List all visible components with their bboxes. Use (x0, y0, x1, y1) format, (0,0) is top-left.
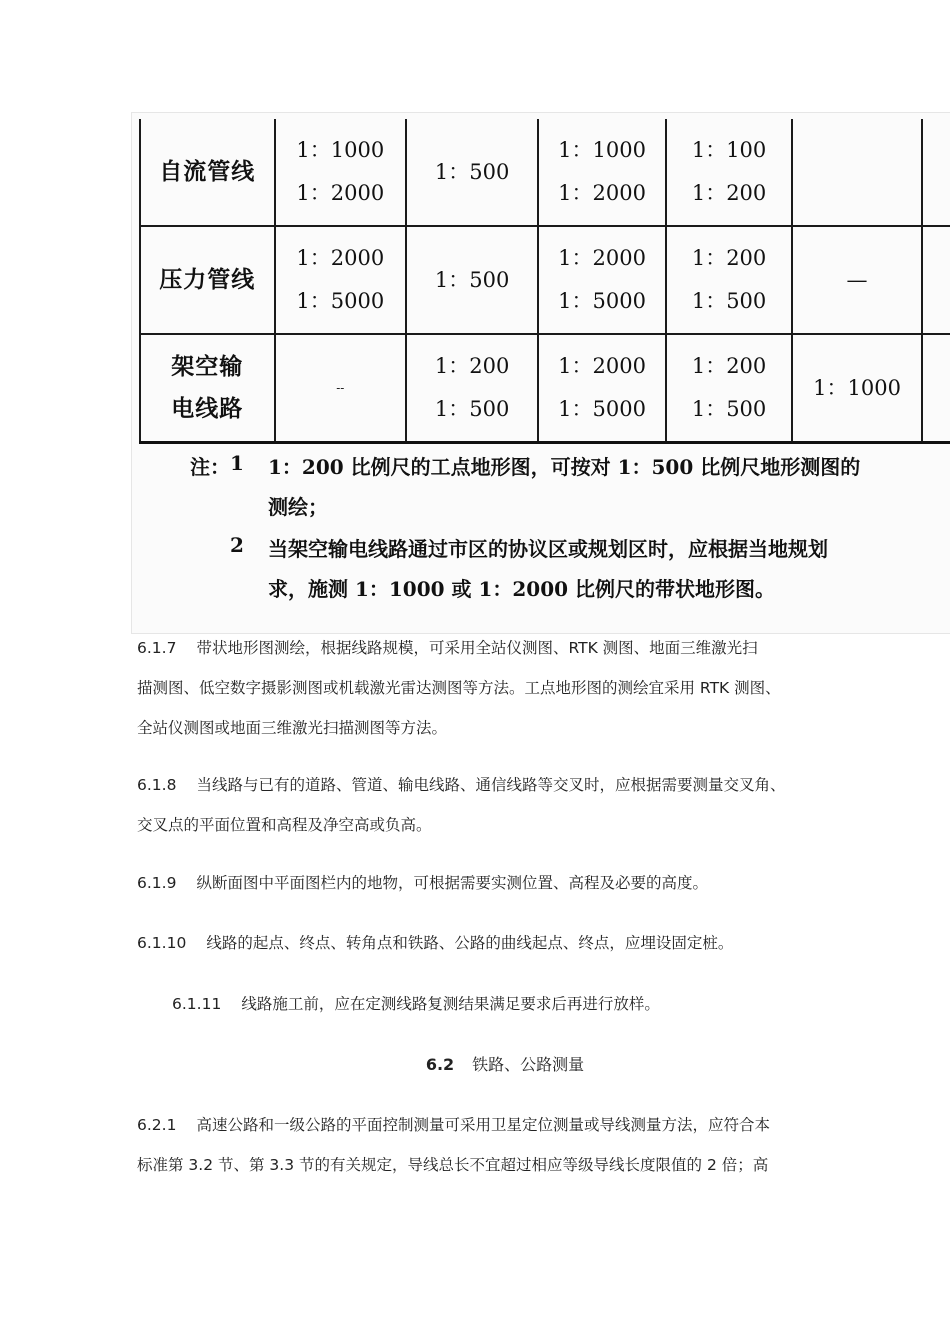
note-number: 2 (230, 533, 244, 557)
clause-6-1-9 (137, 863, 837, 903)
paragraph-text: 带状地形图测绘，根据线路规模，可采用全站仪测图、RTK 测图、地面三维激光扫 (196, 639, 758, 657)
clause-number: 6.1.8 (137, 776, 177, 794)
clause-6-2-1 (137, 1105, 837, 1185)
scale-cell: — (792, 226, 922, 334)
paragraph-line: 全站仪测图或地面三维激光扫描测图等方法。 (137, 719, 448, 737)
clause-6-1-11 (172, 984, 872, 1024)
scale-cell-cut (922, 226, 950, 334)
table-row (140, 119, 950, 226)
pipeline-type-cell: 架空输 电线路 (140, 334, 275, 443)
table-row (140, 226, 950, 334)
note-text: 当架空输电线路通过市区的协议区或规划区时，应根据当地规划 (268, 537, 828, 561)
paragraph-line (137, 765, 837, 805)
paragraph-line (137, 628, 837, 668)
scale-cell: 1：100 1：200 (666, 119, 792, 226)
scale-cell: 1：2000 1：5000 (275, 226, 407, 334)
clause-6-1-7 (137, 628, 837, 748)
scale-table (139, 119, 950, 444)
clause-number: 6.2.1 (137, 1116, 177, 1134)
paragraph-line: 标准第 3.2 节、第 3.3 节的有关规定，导线总长不宜超过相应等级导线长度限值的 2 倍；高 (137, 1156, 769, 1174)
pipeline-type-cell: 自流管线 (140, 119, 275, 226)
scale-cell: 1：500 (406, 119, 538, 226)
clause-number: 6.1.9 (137, 874, 177, 892)
scale-cell: 1：1000 1：2000 (275, 119, 407, 226)
paragraph-line (137, 863, 837, 903)
clause-number: 6.1.7 (137, 639, 177, 657)
scale-cell: 1：1000 1：2000 (538, 119, 666, 226)
scale-cell: 1：500 (406, 226, 538, 334)
scale-cell-cut (922, 119, 950, 226)
paragraph-text: 线路施工前，应在定测线路复测结果满足要求后再进行放样。 (241, 995, 660, 1013)
paragraph-text: 线路的起点、终点、转角点和铁路、公路的曲线起点、终点，应埋设固定桩。 (206, 934, 734, 952)
notes-label: 注： (190, 455, 230, 479)
scale-cell: 1：1000 (792, 334, 922, 443)
table-row (140, 334, 950, 443)
pipeline-type-cell: 压力管线 (140, 226, 275, 334)
scale-cell: 1：2000 1：5000 (538, 334, 666, 443)
paragraph-line (172, 984, 872, 1024)
note-text: 求，施测 1：1000 或 1：2000 比例尺的带状地形图。 (268, 577, 776, 601)
scale-cell-cut (922, 334, 950, 443)
paragraph-text: 纵断面图中平面图栏内的地物，可根据需要实测位置、高程及必要的高度。 (196, 874, 708, 892)
note-number: 1 (230, 451, 244, 475)
section-heading (0, 1045, 950, 1085)
paragraph-line (137, 923, 837, 963)
paragraph-text: 当线路与已有的道路、管道、输电线路、通信线路等交叉时，应根据需要测量交叉角、 (196, 776, 786, 794)
scale-cell: -- (275, 334, 407, 443)
clause-6-1-8 (137, 765, 837, 845)
paragraph-line (137, 1105, 837, 1145)
scanned-table-image (131, 112, 950, 634)
section-title: 铁路、公路测量 (472, 1055, 585, 1074)
note-text: 1：200 比例尺的工点地形图，可按对 1：500 比例尺地形测图的 (268, 455, 861, 479)
scale-cell: 1：200 1：500 (666, 226, 792, 334)
note-text: 测绘； (268, 495, 328, 519)
clause-number: 6.1.10 (137, 934, 187, 952)
paragraph-line: 描测图、低空数字摄影测图或机载激光雷达测图等方法。工点地形图的测绘宜采用 RTK 测图、 (137, 679, 781, 697)
scale-cell: 1：200 1：500 (406, 334, 538, 443)
scale-cell: 1：200 1：500 (666, 334, 792, 443)
paragraph-text: 高速公路和一级公路的平面控制测量可采用卫星定位测量或导线测量方法，应符合本 (196, 1116, 770, 1134)
scale-cell (792, 119, 922, 226)
clause-6-1-10 (137, 923, 837, 963)
section-number: 6.2 (425, 1055, 455, 1074)
paragraph-line: 交叉点的平面位置和高程及净空高或负高。 (137, 816, 432, 834)
clause-number: 6.1.11 (172, 995, 222, 1013)
scale-cell: 1：2000 1：5000 (538, 226, 666, 334)
